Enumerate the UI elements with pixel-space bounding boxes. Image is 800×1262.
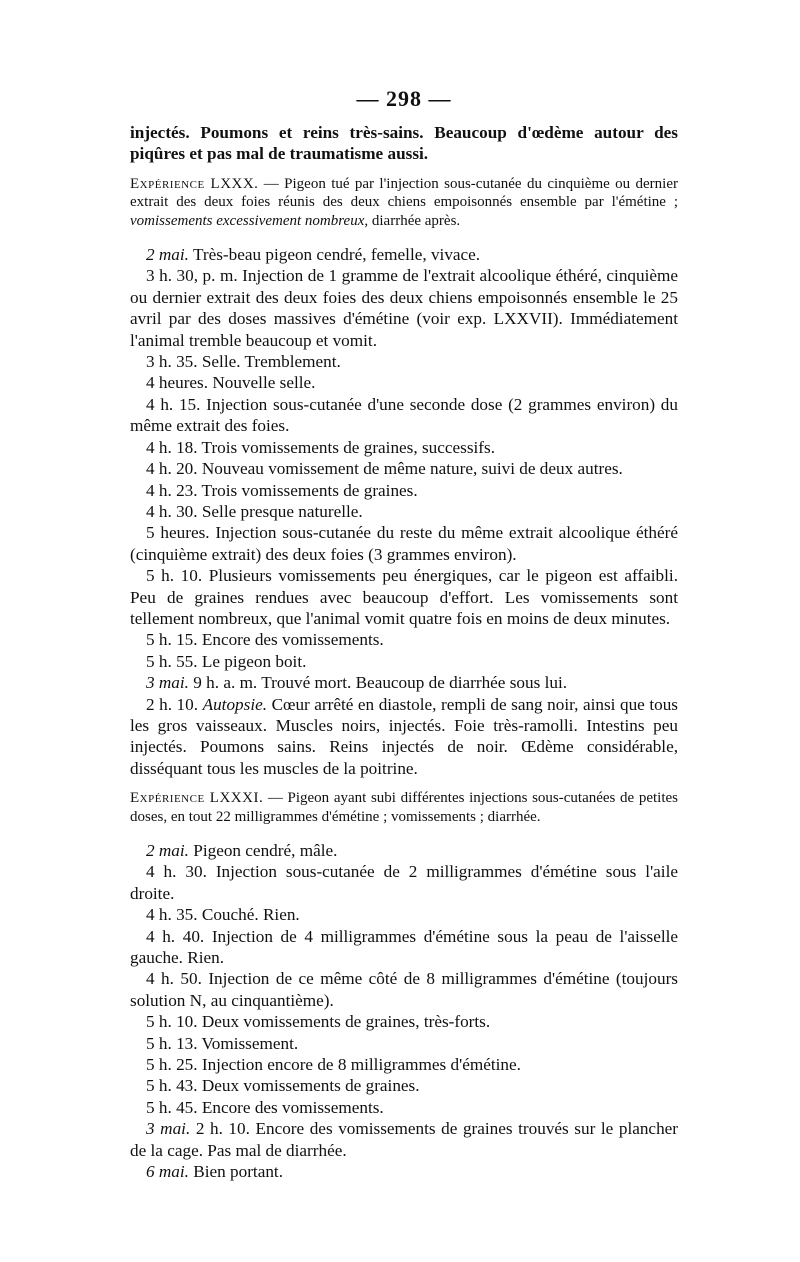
text-paragraph	[130, 629, 678, 650]
experiment-summary: — Pigeon ayant subi différentes injections sous-cutanées de petites doses, en tout 22 milligrammes d'émétine ; vomissements ; diarrhée.	[130, 790, 678, 825]
paragraph-text: 4 h. 30. Injection sous-cutanée de 2 milligrammes d'émétine sous l'aile droite.	[130, 862, 678, 903]
text-paragraph	[130, 926, 678, 969]
text-paragraph	[130, 437, 678, 458]
text-paragraph	[130, 1161, 678, 1182]
paragraph-text: 2 h. 10. Encore des vomissements de graines trouvés sur le plancher de la cage. Pas mal de diarrhée.	[130, 1119, 679, 1160]
paragraph-date: 3 mai.	[146, 673, 189, 693]
text-paragraph	[130, 565, 678, 629]
paragraph-text: injectés. Poumons et reins très-sains. Beaucoup d'œdème autour des piqûres et pas mal de traumatisme aussi.	[130, 123, 678, 164]
paragraph-text: 3 h. 30, p. m. Injection de 1 gramme de l'extrait alcoolique éthéré, cinquième ou dernier extrait des deux foies des deux chiens empoisonnés ensemble le 25 avril par des doses massives d'émétine (voir exp. LXXVII). Immédiatement l'animal tremble beaucoup et vomit.	[130, 266, 678, 350]
text-paragraph	[130, 861, 678, 904]
text-paragraph	[130, 265, 678, 351]
paragraph-date: 3 mai.	[146, 1119, 191, 1139]
page-number: — 298 —	[356, 86, 452, 111]
paragraph-date: 2 mai.	[146, 841, 189, 860]
paragraph-text: 5 h. 43. Deux vomissements de graines.	[146, 1076, 420, 1096]
paragraph-text: 4 h. 40. Injection de 4 milligrammes d'émétine sous la peau de l'aisselle gauche. Rien.	[130, 926, 678, 968]
paragraph-date: Autopsie.	[202, 694, 268, 714]
experiment-heading	[130, 789, 678, 826]
paragraph-text: 4 h. 23. Trois vomissements de graines.	[146, 480, 418, 500]
text-paragraph	[130, 522, 678, 565]
text-paragraph	[130, 672, 678, 693]
text-paragraph	[130, 394, 678, 437]
paragraph-text: Bien portant.	[188, 1162, 284, 1182]
paragraph-text: 4 h. 35. Couché. Rien.	[146, 905, 300, 925]
section-spacer	[130, 230, 678, 244]
paragraph-text: 5 heures. Injection sous-cutanée du reste du même extrait alcoolique éthéré (cinquième extrait) des deux foies (3 grammes environ).	[130, 523, 678, 564]
experiment-number: Expérience LXXX.	[130, 175, 259, 192]
paragraph-text: 4 h. 50. Injection de ce même côté de 8 milligrammes d'émétine (toujours solution N, au cinquantième).	[130, 969, 678, 1010]
text-paragraph	[130, 1118, 678, 1161]
paragraph-text: 5 h. 55. Le pigeon boit.	[146, 651, 307, 671]
text-paragraph	[130, 458, 678, 479]
paragraph-date: 6 mai.	[146, 1162, 189, 1182]
paragraph-text: 5 h. 13. Vomissement.	[146, 1033, 299, 1053]
paragraph-text: 5 h. 10. Plusieurs vomissements peu énergiques, car le pigeon est affaibli. Peu de graines rendues avec beaucoup d'effort. Les vomissements sont tellement nombreux, que l'animal vomit quatre fois en moins de deux minutes.	[130, 566, 678, 628]
section-spacer	[130, 165, 678, 175]
experiment-summary-tail: , diarrhée après.	[364, 212, 461, 229]
text-paragraph	[130, 1033, 678, 1054]
section-spacer	[130, 826, 678, 840]
text-paragraph	[130, 501, 678, 522]
experiment-heading	[130, 175, 678, 230]
paragraph-text: 4 h. 15. Injection sous-cutanée d'une seconde dose (2 grammes environ) du même extrait des foies.	[130, 394, 678, 436]
text-paragraph	[130, 122, 678, 165]
paragraph-text: 3 h. 35. Selle. Tremblement.	[146, 352, 341, 372]
text-paragraph	[130, 480, 678, 501]
text-paragraph	[130, 904, 678, 925]
paragraph-text: 9 h. a. m. Trouvé mort. Beaucoup de diarrhée sous lui.	[188, 673, 568, 693]
text-paragraph	[130, 840, 678, 861]
paragraph-text: 5 h. 45. Encore des vomissements.	[146, 1097, 384, 1117]
paragraph-text: Cœur arrêté en diastole, rempli de sang noir, ainsi que tous les gros vaisseaux. Muscles noirs, injectés. Foie très-ramolli. Intestins peu injectés. Poumons sains. Reins injectés de noir. Œdème considérable, disséquant tous les muscles de la poitrine.	[130, 694, 678, 778]
text-paragraph	[130, 351, 678, 372]
paragraph-date: 2 mai.	[146, 245, 189, 265]
experiment-number: Expérience LXXXI.	[130, 790, 264, 807]
paragraph-text: Très-beau pigeon cendré, femelle, vivace.	[188, 245, 481, 265]
paragraph-text: Pigeon cendré, mâle.	[188, 841, 338, 860]
paragraph-text: 4 heures. Nouvelle selle.	[146, 373, 316, 393]
paragraph-text: 4 h. 20. Nouveau vomissement de même nature, suivi de deux autres.	[146, 459, 623, 479]
page-body	[130, 122, 678, 1183]
paragraph-text: 5 h. 10. Deux vomissements de graines, très-forts.	[146, 1012, 491, 1032]
text-paragraph	[130, 694, 678, 780]
text-paragraph	[130, 968, 678, 1011]
paragraph-text: 4 h. 30. Selle presque naturelle.	[146, 501, 363, 521]
paragraph-text: 5 h. 15. Encore des vomissements.	[146, 630, 384, 650]
paragraph-lead: 2 h. 10.	[146, 694, 203, 714]
text-paragraph	[130, 1075, 678, 1096]
text-paragraph	[130, 1054, 678, 1075]
text-paragraph	[130, 1097, 678, 1118]
experiment-summary: — Pigeon tué par l'injection sous-cutanée du cinquième ou dernier extrait des deux foies réunis des deux chiens empoisonnés ensemble par l'émétine ;	[130, 175, 678, 211]
section-spacer	[130, 779, 678, 789]
text-paragraph	[130, 372, 678, 393]
paragraph-text: 4 h. 18. Trois vomissements de graines, successifs.	[146, 437, 495, 457]
experiment-summary-italic: vomissements excessivement nombreux	[130, 212, 365, 229]
text-paragraph	[130, 244, 678, 265]
text-paragraph	[130, 651, 678, 672]
book-page	[130, 86, 678, 1183]
text-paragraph	[130, 1011, 678, 1032]
paragraph-text: 5 h. 25. Injection encore de 8 milligrammes d'émétine.	[146, 1055, 521, 1075]
